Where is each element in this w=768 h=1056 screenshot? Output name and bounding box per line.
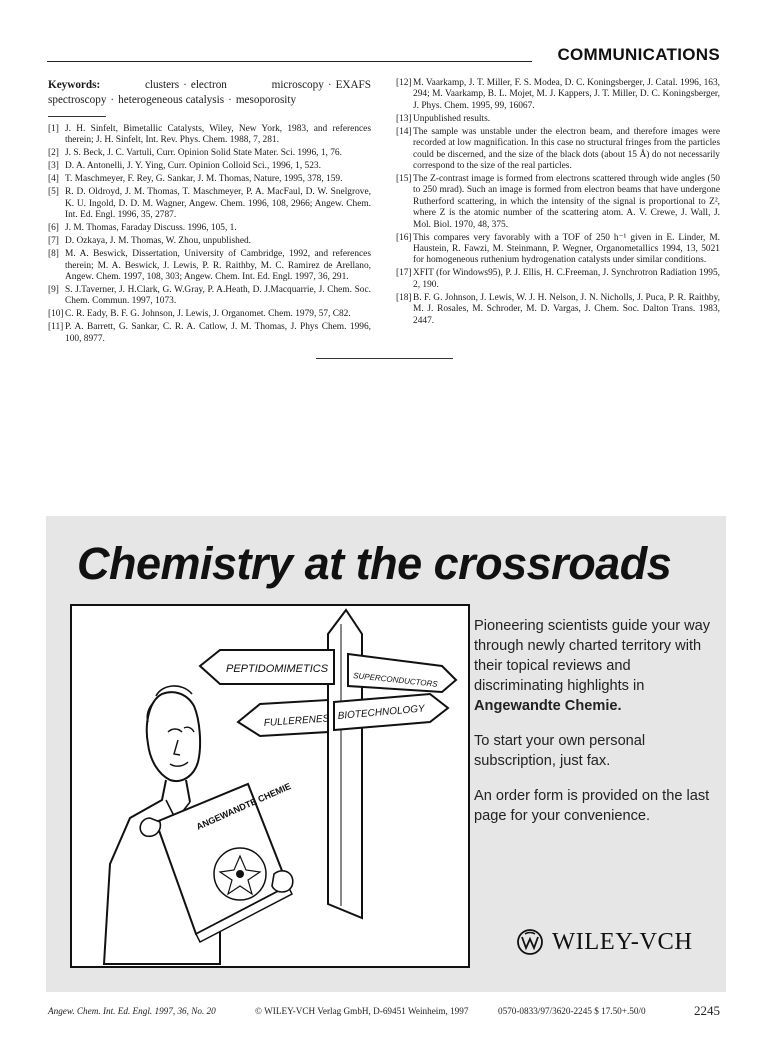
reference-number: [11]: [48, 322, 64, 333]
page-header: [47, 44, 722, 66]
reference-number: [1]: [48, 124, 59, 134]
reference-number: [4]: [48, 174, 59, 185]
reference-text: XFIT (for Windows95), P. J. Ellis, H. C.Freeman, J. Synchrotron Radiation 1995, 2, 190.: [413, 268, 720, 290]
reference-item: [48, 285, 371, 308]
keyword-separator: ·: [327, 79, 332, 91]
reference-item: [396, 293, 720, 327]
ad-paragraph-text: Pioneering scientists guide your way through newly charted territory with their topical reviews and discriminating highlights in: [474, 618, 711, 694]
keyword: electron microscopy: [190, 79, 324, 91]
reference-item: [48, 187, 371, 221]
reference-item: [48, 161, 371, 172]
reference-text: J. H. Sinfelt, Bimetallic Catalysts, Wiley, New York, 1983, and references therein; J. H. Sinfelt, Int. Rev. Phys. Chem. 1988, 7, 281.: [65, 124, 371, 146]
reference-text: J. M. Thomas, Faraday Discuss. 1996, 105, 1.: [65, 223, 237, 234]
reference-item: [48, 223, 371, 234]
publisher-logo: [516, 928, 693, 956]
reference-item: [48, 322, 371, 345]
reference-text: The Z-contrast image is formed from electrons scattered through wide angles (50 to 250 mrad). Such an image is formed from electron beams that have undergone Rutherford scattering, in which the intensity of the signal is proportional to Z², where Z is the atomic number of the scattering atom. A. V. Crewe, J. Wall, J. Mol. Biol. 1970, 48, 375.: [413, 174, 720, 230]
header-rule: [47, 61, 532, 62]
reference-text: The sample was unstable under the electron beam, and therefore images were recorded at low magnification. In this case no structural fringes from the particles could be discerned, and the size of the black dots (about 15 Å) do not necessarily correspond to the size of the real particles.: [413, 126, 720, 172]
reference-item: [396, 233, 720, 267]
keywords-rule: [48, 116, 106, 117]
publisher-name: WILEY-VCH: [552, 928, 693, 955]
page-footer: [48, 1004, 720, 1020]
ad-paragraph: [474, 616, 714, 716]
keywords-label: Keywords:: [48, 79, 101, 91]
reference-text: C. R. Eady, B. F. G. Johnson, J. Lewis, J. Organomet. Chem. 1979, 57, C82.: [65, 309, 351, 320]
reference-number: [6]: [48, 223, 59, 234]
reference-number: [8]: [48, 249, 59, 260]
reference-text: P. A. Barrett, G. Sankar, C. R. A. Catlow, J. M. Thomas, J. Phys Chem. 1996, 100, 8977.: [65, 322, 371, 344]
reference-text: S. J.Taverner, J. H.Clark, G. W.Gray, P. A.Heath, D. J.Macquarrie, J. Chem. Soc. Chem. Commun. 1997, 1073.: [65, 285, 371, 307]
reference-text: M. A. Beswick, Dissertation, University of Cambridge, 1992, and references therein; M. A. Beswick, J. Lewis, P. R. Raithby, M. C. Ramirez de Arellano, Angew. Chem. 1997, 108, 303; Angew. Chem. Int. Ed. Engl. 1997, 36, 291.: [65, 249, 371, 283]
reference-number: [9]: [48, 285, 59, 296]
reference-item: [396, 268, 720, 291]
keywords: [48, 78, 371, 108]
keyword: EXAFS spectroscopy: [48, 79, 371, 106]
ad-copy: [474, 616, 714, 841]
reference-text: T. Maschmeyer, F. Rey, G. Sankar, J. M. Thomas, Nature, 1995, 378, 159.: [65, 174, 343, 185]
reference-number: [12]: [396, 78, 412, 88]
magazine-cover-title: ANGEWANDTE CHEMIE: [194, 780, 293, 832]
reference-number: [10]: [48, 309, 64, 320]
reference-list-left: [48, 124, 371, 345]
reference-item: [48, 249, 371, 283]
signpost-label: PEPTIDOMIMETICS: [226, 663, 329, 675]
page-number: 2245: [694, 1003, 720, 1018]
reference-item: [396, 174, 720, 231]
reference-item: [396, 127, 720, 173]
reference-number: [7]: [48, 236, 59, 247]
left-column: [48, 78, 371, 347]
reference-number: [15]: [396, 174, 412, 185]
keyword: clusters: [144, 79, 180, 91]
reference-item: [48, 148, 371, 159]
keyword-separator: ·: [183, 79, 187, 91]
signpost-illustration: [70, 604, 470, 968]
end-of-article-rule: [316, 358, 453, 359]
reference-text: D. Ozkaya, J. M. Thomas, W. Zhou, unpublished.: [65, 236, 252, 247]
reference-number: [16]: [396, 232, 412, 243]
reference-text: B. F. G. Johnson, J. Lewis, W. J. H. Nelson, J. N. Nicholls, J. Puca, P. R. Raithby, M. J. Rosales, M. Schroder, M. D. Vargas, J. Chem. Soc. Dalton Trans. 1983, 2447.: [413, 292, 720, 326]
reference-number: [14]: [396, 126, 412, 137]
keyword-separator: ·: [228, 94, 232, 106]
keyword: mesoporosity: [235, 94, 297, 106]
reference-item: [48, 236, 371, 247]
reference-text: M. Vaarkamp, J. T. Miller, F. S. Modea, D. C. Koningsberger, J. Catal. 1996, 163, 294; M. Vaarkamp, B. L. Mojet, M. J. Kappers, J. T. Miller, D. C. Koningsberger, J. Phys. Chem. 1995, 99, 16067.: [413, 78, 720, 111]
ad-headline: Chemistry at the crossroads: [77, 538, 672, 589]
reference-number: [18]: [396, 292, 412, 303]
reference-item: [48, 309, 371, 320]
signpost-label: BIOTECHNOLOGY: [337, 703, 426, 722]
reference-text: D. A. Antonelli, J. Y. Ying, Curr. Opinion Colloid Sci., 1996, 1, 523.: [65, 161, 321, 172]
ad-paragraph: To start your own personal subscription, just fax.: [474, 733, 646, 769]
ad-paragraph: An order form is provided on the last page for your convenience.: [474, 788, 710, 824]
reference-number: [5]: [48, 187, 59, 198]
right-column: [396, 78, 720, 329]
reference-item: [396, 114, 720, 125]
signpost-label: SUPERCONDUCTORS: [352, 671, 439, 689]
reference-text: This compares very favorably with a TOF of 250 h⁻¹ given in E. Linder, M. Haustein, R. Fawzi, M. Steinmann, P. Wegner, Organometallics 1994, 13, 5021 for homogeneous ruthenium hydrogenation catalysts under similar conditions.: [413, 232, 720, 266]
reference-text: Unpublished results.: [413, 113, 491, 124]
keyword-separator: ·: [110, 94, 115, 106]
reference-list-right: [396, 78, 720, 327]
reference-text: R. D. Oldroyd, J. M. Thomas, T. Maschmeyer, P. A. MacFaul, D. W. Snelgrove, K. U. Ingold, D. D. M. Wagner, Angew. Chem. 1996, 108, 2966; Angew. Chem. Int. Ed. Engl. 1996, 35, 2787.: [65, 187, 371, 221]
advertisement: [46, 516, 726, 992]
copyright: © WILEY-VCH Verlag GmbH, D-69451 Weinheim, 1997: [255, 1006, 469, 1016]
reference-text: J. S. Beck, J. C. Vartuli, Curr. Opinion Solid State Mater. Sci. 1996, 1, 76.: [65, 148, 342, 159]
reference-number: [3]: [48, 161, 59, 172]
reference-item: [48, 124, 371, 147]
wiley-emblem-icon: [516, 928, 544, 956]
keyword: heterogeneous catalysis: [118, 94, 225, 106]
reference-item: [396, 78, 720, 112]
journal-citation: Angew. Chem. Int. Ed. Engl. 1997, 36, No. 20: [48, 1006, 216, 1016]
journal-name: Angewandte Chemie.: [474, 698, 622, 714]
signpost-label: FULLERENES: [263, 713, 330, 729]
reference-number: [17]: [396, 268, 412, 279]
section-title: COMMUNICATIONS: [557, 45, 720, 64]
reference-number: [13]: [396, 113, 412, 124]
reference-item: [48, 174, 371, 185]
issn-code: 0570-0833/97/3620-2245 $ 17.50+.50/0: [498, 1006, 646, 1016]
reference-number: [2]: [48, 148, 59, 159]
